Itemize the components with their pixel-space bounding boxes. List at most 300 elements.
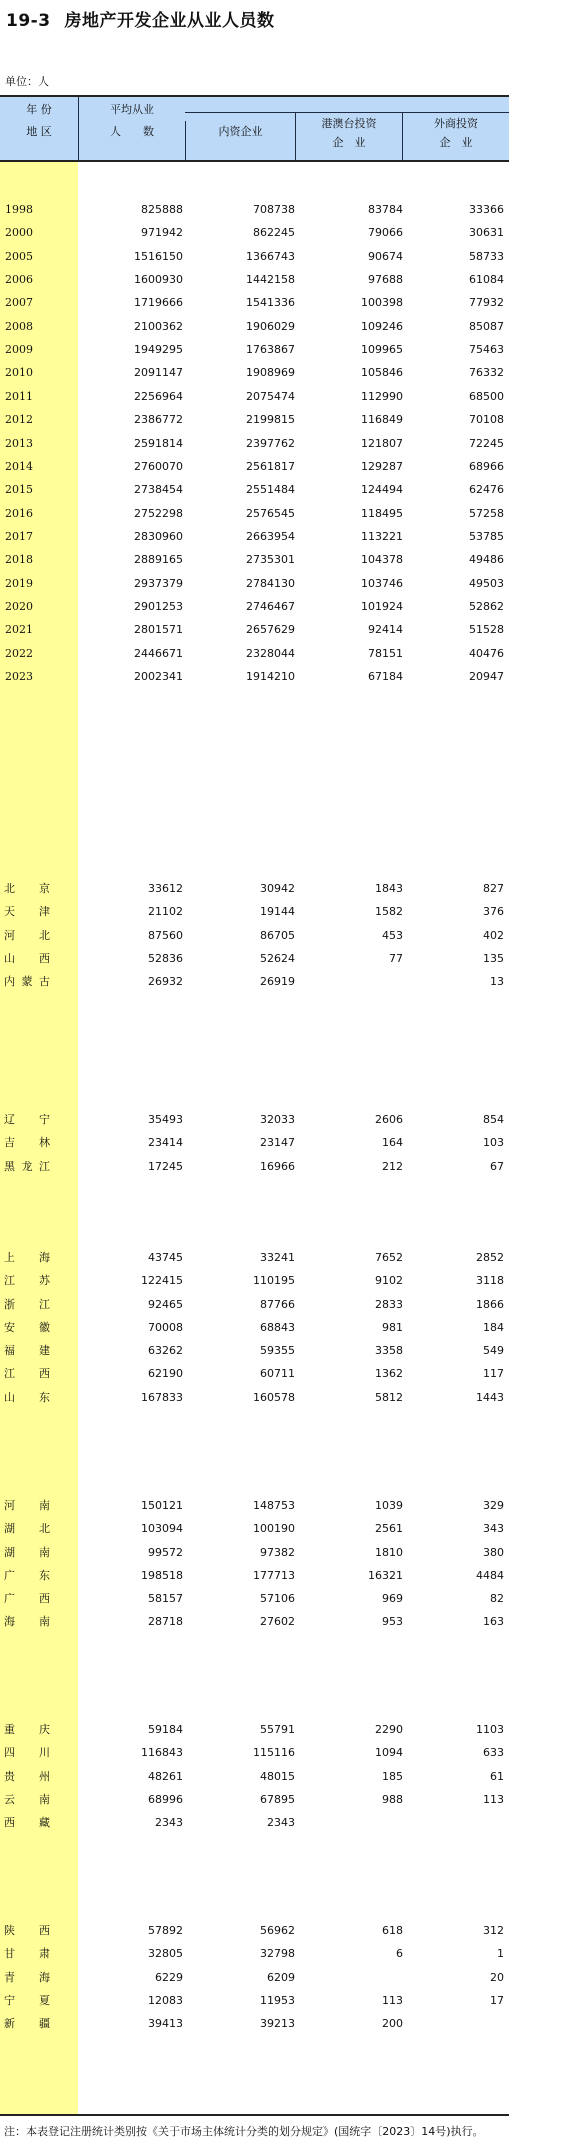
hmt-cell: 1843 bbox=[375, 882, 403, 895]
foreign-cell: 51528 bbox=[469, 623, 504, 636]
year-row bbox=[0, 552, 509, 567]
total-cell: 150121 bbox=[141, 1499, 183, 1512]
total-cell: 2760070 bbox=[134, 460, 183, 473]
header-domestic bbox=[186, 97, 295, 160]
domestic-cell: 177713 bbox=[253, 1569, 295, 1582]
year-row bbox=[0, 576, 509, 591]
header-domestic-label: 内资企业 bbox=[218, 125, 263, 138]
table-bottom-rule bbox=[0, 2114, 509, 2116]
region-row bbox=[0, 1769, 509, 1784]
hmt-cell: 969 bbox=[382, 1592, 403, 1605]
total-cell: 2901253 bbox=[134, 600, 183, 613]
year-label: 2023 bbox=[5, 670, 33, 683]
domestic-cell: 30942 bbox=[260, 882, 295, 895]
hmt-cell: 83784 bbox=[368, 203, 403, 216]
region-label: 青海 bbox=[4, 1971, 50, 1984]
domestic-cell: 1763867 bbox=[246, 343, 295, 356]
year-label: 1998 bbox=[5, 203, 33, 216]
header-total bbox=[79, 97, 185, 160]
total-cell: 2386772 bbox=[134, 413, 183, 426]
header-hmt bbox=[296, 97, 402, 160]
region-label: 新疆 bbox=[4, 2017, 50, 2030]
region-label: 西藏 bbox=[4, 1816, 50, 1829]
hmt-cell: 185 bbox=[382, 1770, 403, 1783]
domestic-cell: 2551484 bbox=[246, 483, 295, 496]
header-divider bbox=[185, 121, 186, 160]
region-label: 陕西 bbox=[4, 1924, 50, 1937]
header-foreign-line1: 外商投资 bbox=[434, 117, 478, 130]
total-cell: 21102 bbox=[148, 905, 183, 918]
domestic-cell: 33241 bbox=[260, 1251, 295, 1264]
year-label: 2006 bbox=[5, 273, 33, 286]
hmt-cell: 129287 bbox=[361, 460, 403, 473]
domestic-cell: 6209 bbox=[267, 1971, 295, 1984]
region-row bbox=[0, 1568, 509, 1583]
domestic-cell: 57106 bbox=[260, 1592, 295, 1605]
foreign-cell: 57258 bbox=[469, 507, 504, 520]
foreign-cell: 13 bbox=[490, 975, 504, 988]
foreign-cell: 61084 bbox=[469, 273, 504, 286]
hmt-cell: 113221 bbox=[361, 530, 403, 543]
region-row bbox=[0, 1545, 509, 1560]
domestic-cell: 39213 bbox=[260, 2017, 295, 2030]
header-year: 年 份 bbox=[26, 103, 52, 116]
domestic-cell: 68843 bbox=[260, 1321, 295, 1334]
footnote: 注：本表登记注册统计类别按《关于市场主体统计分类的划分规定》(国统字〔2023〕14号)执行。 bbox=[4, 2125, 484, 2138]
hmt-cell: 7652 bbox=[375, 1251, 403, 1264]
region-row bbox=[0, 1745, 509, 1760]
hmt-cell: 77 bbox=[389, 952, 403, 965]
foreign-cell: 163 bbox=[483, 1615, 504, 1628]
total-cell: 116843 bbox=[141, 1746, 183, 1759]
header-divider bbox=[402, 113, 403, 160]
region-label: 北京 bbox=[4, 882, 50, 895]
header-total-line2: 人 数 bbox=[110, 125, 154, 138]
hmt-cell: 6 bbox=[396, 1947, 403, 1960]
domestic-cell: 59355 bbox=[260, 1344, 295, 1357]
hmt-cell: 105846 bbox=[361, 366, 403, 379]
total-cell: 39413 bbox=[148, 2017, 183, 2030]
domestic-cell: 1908969 bbox=[246, 366, 295, 379]
year-label: 2008 bbox=[5, 320, 33, 333]
hmt-cell: 164 bbox=[382, 1136, 403, 1149]
region-label: 辽宁 bbox=[4, 1113, 50, 1126]
region-label: 河北 bbox=[4, 929, 50, 942]
foreign-cell: 58733 bbox=[469, 250, 504, 263]
year-row bbox=[0, 365, 509, 380]
foreign-cell: 61 bbox=[490, 1770, 504, 1783]
region-row bbox=[0, 1159, 509, 1174]
foreign-cell: 33366 bbox=[469, 203, 504, 216]
foreign-cell: 1 bbox=[497, 1947, 504, 1960]
header-divider bbox=[78, 97, 79, 160]
region-row bbox=[0, 1970, 509, 1985]
year-row bbox=[0, 202, 509, 217]
header-hmt-line1: 港澳台投资 bbox=[321, 117, 377, 130]
foreign-cell: 380 bbox=[483, 1546, 504, 1559]
hmt-cell: 212 bbox=[382, 1160, 403, 1173]
hmt-cell: 1094 bbox=[375, 1746, 403, 1759]
domestic-cell: 110195 bbox=[253, 1274, 295, 1287]
year-label: 2007 bbox=[5, 296, 33, 309]
year-row bbox=[0, 506, 509, 521]
hmt-cell: 124494 bbox=[361, 483, 403, 496]
region-label: 广西 bbox=[4, 1592, 50, 1605]
total-cell: 12083 bbox=[148, 1994, 183, 2007]
header-year-region bbox=[0, 97, 78, 160]
region-label: 安徽 bbox=[4, 1321, 50, 1334]
total-cell: 28718 bbox=[148, 1615, 183, 1628]
total-cell: 2830960 bbox=[134, 530, 183, 543]
domestic-cell: 27602 bbox=[260, 1615, 295, 1628]
foreign-cell: 20 bbox=[490, 1971, 504, 1984]
foreign-cell: 72245 bbox=[469, 437, 504, 450]
domestic-cell: 2735301 bbox=[246, 553, 295, 566]
header-rule bbox=[185, 112, 509, 113]
total-cell: 70008 bbox=[148, 1321, 183, 1334]
hmt-cell: 953 bbox=[382, 1615, 403, 1628]
hmt-cell: 2606 bbox=[375, 1113, 403, 1126]
total-cell: 1516150 bbox=[134, 250, 183, 263]
foreign-cell: 3118 bbox=[476, 1274, 504, 1287]
region-label: 广东 bbox=[4, 1569, 50, 1582]
total-cell: 68996 bbox=[148, 1793, 183, 1806]
foreign-cell: 70108 bbox=[469, 413, 504, 426]
total-cell: 26932 bbox=[148, 975, 183, 988]
total-cell: 2752298 bbox=[134, 507, 183, 520]
year-row bbox=[0, 669, 509, 684]
domestic-cell: 1541336 bbox=[246, 296, 295, 309]
year-row bbox=[0, 225, 509, 240]
domestic-cell: 708738 bbox=[253, 203, 295, 216]
foreign-cell: 85087 bbox=[469, 320, 504, 333]
table-number: 19-3 bbox=[6, 11, 51, 31]
total-cell: 92465 bbox=[148, 1298, 183, 1311]
foreign-cell: 103 bbox=[483, 1136, 504, 1149]
domestic-cell: 16966 bbox=[260, 1160, 295, 1173]
foreign-cell: 67 bbox=[490, 1160, 504, 1173]
domestic-cell: 2746467 bbox=[246, 600, 295, 613]
foreign-cell: 20947 bbox=[469, 670, 504, 683]
foreign-cell: 1103 bbox=[476, 1723, 504, 1736]
region-row bbox=[0, 1498, 509, 1513]
domestic-cell: 23147 bbox=[260, 1136, 295, 1149]
year-label: 2009 bbox=[5, 343, 33, 356]
foreign-cell: 49486 bbox=[469, 553, 504, 566]
hmt-cell: 121807 bbox=[361, 437, 403, 450]
domestic-cell: 2199815 bbox=[246, 413, 295, 426]
year-row bbox=[0, 272, 509, 287]
hmt-cell: 100398 bbox=[361, 296, 403, 309]
domestic-cell: 2075474 bbox=[246, 390, 295, 403]
year-row bbox=[0, 295, 509, 310]
total-cell: 2937379 bbox=[134, 577, 183, 590]
year-row bbox=[0, 599, 509, 614]
foreign-cell: 113 bbox=[483, 1793, 504, 1806]
hmt-cell: 1582 bbox=[375, 905, 403, 918]
hmt-cell: 618 bbox=[382, 1924, 403, 1937]
region-row bbox=[0, 1614, 509, 1629]
domestic-cell: 148753 bbox=[253, 1499, 295, 1512]
hmt-cell: 1039 bbox=[375, 1499, 403, 1512]
hmt-cell: 109246 bbox=[361, 320, 403, 333]
total-cell: 167833 bbox=[141, 1391, 183, 1404]
domestic-cell: 11953 bbox=[260, 1994, 295, 2007]
year-row bbox=[0, 622, 509, 637]
total-cell: 99572 bbox=[148, 1546, 183, 1559]
total-cell: 122415 bbox=[141, 1274, 183, 1287]
domestic-cell: 67895 bbox=[260, 1793, 295, 1806]
domestic-cell: 1366743 bbox=[246, 250, 295, 263]
year-label: 2013 bbox=[5, 437, 33, 450]
domestic-cell: 32033 bbox=[260, 1113, 295, 1126]
hmt-cell: 2290 bbox=[375, 1723, 403, 1736]
domestic-cell: 1442158 bbox=[246, 273, 295, 286]
total-cell: 2091147 bbox=[134, 366, 183, 379]
table-title: 房地产开发企业从业人员数 bbox=[64, 11, 275, 31]
year-label: 2021 bbox=[5, 623, 33, 636]
total-cell: 23414 bbox=[148, 1136, 183, 1149]
foreign-cell: 76332 bbox=[469, 366, 504, 379]
foreign-cell: 1866 bbox=[476, 1298, 504, 1311]
total-cell: 2801571 bbox=[134, 623, 183, 636]
hmt-cell: 16321 bbox=[368, 1569, 403, 1582]
foreign-cell: 312 bbox=[483, 1924, 504, 1937]
total-cell: 2256964 bbox=[134, 390, 183, 403]
region-label: 甘肃 bbox=[4, 1947, 50, 1960]
total-cell: 52836 bbox=[148, 952, 183, 965]
year-label: 2000 bbox=[5, 226, 33, 239]
foreign-cell: 376 bbox=[483, 905, 504, 918]
region-row bbox=[0, 1366, 509, 1381]
total-cell: 33612 bbox=[148, 882, 183, 895]
domestic-cell: 97382 bbox=[260, 1546, 295, 1559]
year-label: 2018 bbox=[5, 553, 33, 566]
foreign-cell: 135 bbox=[483, 952, 504, 965]
total-cell: 825888 bbox=[141, 203, 183, 216]
domestic-cell: 87766 bbox=[260, 1298, 295, 1311]
total-cell: 62190 bbox=[148, 1367, 183, 1380]
domestic-cell: 86705 bbox=[260, 929, 295, 942]
region-label: 湖北 bbox=[4, 1522, 50, 1535]
region-label: 吉林 bbox=[4, 1136, 50, 1149]
region-label: 四川 bbox=[4, 1746, 50, 1759]
region-label: 上海 bbox=[4, 1251, 50, 1264]
hmt-cell: 79066 bbox=[368, 226, 403, 239]
region-label: 贵州 bbox=[4, 1770, 50, 1783]
table-header bbox=[0, 95, 509, 162]
foreign-cell: 633 bbox=[483, 1746, 504, 1759]
total-cell: 35493 bbox=[148, 1113, 183, 1126]
hmt-cell: 2561 bbox=[375, 1522, 403, 1535]
hmt-cell: 97688 bbox=[368, 273, 403, 286]
total-cell: 2100362 bbox=[134, 320, 183, 333]
domestic-cell: 26919 bbox=[260, 975, 295, 988]
domestic-cell: 55791 bbox=[260, 1723, 295, 1736]
foreign-cell: 77932 bbox=[469, 296, 504, 309]
domestic-cell: 2657629 bbox=[246, 623, 295, 636]
hmt-cell: 2833 bbox=[375, 1298, 403, 1311]
total-cell: 58157 bbox=[148, 1592, 183, 1605]
region-row bbox=[0, 1815, 509, 1830]
year-row bbox=[0, 459, 509, 474]
hmt-cell: 1362 bbox=[375, 1367, 403, 1380]
header-hmt-line2: 企 业 bbox=[332, 136, 366, 149]
region-row bbox=[0, 928, 509, 943]
foreign-cell: 549 bbox=[483, 1344, 504, 1357]
total-cell: 57892 bbox=[148, 1924, 183, 1937]
domestic-cell: 2561817 bbox=[246, 460, 295, 473]
domestic-cell: 60711 bbox=[260, 1367, 295, 1380]
region-label: 云南 bbox=[4, 1793, 50, 1806]
year-row bbox=[0, 482, 509, 497]
foreign-cell: 62476 bbox=[469, 483, 504, 496]
domestic-cell: 1906029 bbox=[246, 320, 295, 333]
region-label: 河南 bbox=[4, 1499, 50, 1512]
domestic-cell: 19144 bbox=[260, 905, 295, 918]
total-cell: 1949295 bbox=[134, 343, 183, 356]
year-row bbox=[0, 342, 509, 357]
total-cell: 87560 bbox=[148, 929, 183, 942]
domestic-cell: 2397762 bbox=[246, 437, 295, 450]
domestic-cell: 862245 bbox=[253, 226, 295, 239]
total-cell: 17245 bbox=[148, 1160, 183, 1173]
region-row bbox=[0, 1792, 509, 1807]
total-cell: 32805 bbox=[148, 1947, 183, 1960]
total-cell: 2591814 bbox=[134, 437, 183, 450]
header-foreign bbox=[403, 97, 509, 160]
region-row bbox=[0, 1297, 509, 1312]
year-label: 2020 bbox=[5, 600, 33, 613]
domestic-cell: 52624 bbox=[260, 952, 295, 965]
region-label: 江苏 bbox=[4, 1274, 50, 1287]
region-label: 内蒙古 bbox=[4, 975, 50, 988]
header-region: 地 区 bbox=[26, 125, 52, 138]
hmt-cell: 112990 bbox=[361, 390, 403, 403]
year-label: 2014 bbox=[5, 460, 33, 473]
total-cell: 103094 bbox=[141, 1522, 183, 1535]
region-label: 江西 bbox=[4, 1367, 50, 1380]
year-label: 2011 bbox=[5, 390, 33, 403]
domestic-cell: 115116 bbox=[253, 1746, 295, 1759]
hmt-cell: 78151 bbox=[368, 647, 403, 660]
total-cell: 63262 bbox=[148, 1344, 183, 1357]
year-row bbox=[0, 389, 509, 404]
foreign-cell: 184 bbox=[483, 1321, 504, 1334]
region-row bbox=[0, 2016, 509, 2031]
hmt-cell: 981 bbox=[382, 1321, 403, 1334]
hmt-cell: 3358 bbox=[375, 1344, 403, 1357]
foreign-cell: 854 bbox=[483, 1113, 504, 1126]
year-label: 2015 bbox=[5, 483, 33, 496]
page-title bbox=[6, 6, 275, 31]
region-row bbox=[0, 1591, 509, 1606]
region-row bbox=[0, 1722, 509, 1737]
foreign-cell: 827 bbox=[483, 882, 504, 895]
total-cell: 2446671 bbox=[134, 647, 183, 660]
region-label: 福建 bbox=[4, 1344, 50, 1357]
hmt-cell: 5812 bbox=[375, 1391, 403, 1404]
hmt-cell: 103746 bbox=[361, 577, 403, 590]
foreign-cell: 1443 bbox=[476, 1391, 504, 1404]
year-label: 2017 bbox=[5, 530, 33, 543]
domestic-cell: 48015 bbox=[260, 1770, 295, 1783]
foreign-cell: 343 bbox=[483, 1522, 504, 1535]
region-row bbox=[0, 1993, 509, 2008]
year-row bbox=[0, 436, 509, 451]
region-row bbox=[0, 951, 509, 966]
total-cell: 2738454 bbox=[134, 483, 183, 496]
total-cell: 971942 bbox=[141, 226, 183, 239]
foreign-cell: 402 bbox=[483, 929, 504, 942]
year-label: 2022 bbox=[5, 647, 33, 660]
region-row bbox=[0, 974, 509, 989]
region-row bbox=[0, 1923, 509, 1938]
unit-label: 单位：人 bbox=[5, 75, 49, 88]
region-label: 天津 bbox=[4, 905, 50, 918]
region-row bbox=[0, 1273, 509, 1288]
total-cell: 2002341 bbox=[134, 670, 183, 683]
total-cell: 1719666 bbox=[134, 296, 183, 309]
total-cell: 6229 bbox=[155, 1971, 183, 1984]
region-label: 海南 bbox=[4, 1615, 50, 1628]
domestic-cell: 2576545 bbox=[246, 507, 295, 520]
region-row bbox=[0, 1320, 509, 1335]
region-label: 宁夏 bbox=[4, 1994, 50, 2007]
year-row bbox=[0, 249, 509, 264]
year-row bbox=[0, 646, 509, 661]
foreign-cell: 52862 bbox=[469, 600, 504, 613]
hmt-cell: 101924 bbox=[361, 600, 403, 613]
foreign-cell: 68966 bbox=[469, 460, 504, 473]
hmt-cell: 90674 bbox=[368, 250, 403, 263]
year-row bbox=[0, 319, 509, 334]
foreign-cell: 53785 bbox=[469, 530, 504, 543]
total-cell: 2889165 bbox=[134, 553, 183, 566]
region-label: 山东 bbox=[4, 1391, 50, 1404]
year-label: 2019 bbox=[5, 577, 33, 590]
foreign-cell: 82 bbox=[490, 1592, 504, 1605]
region-row bbox=[0, 881, 509, 896]
region-label: 山西 bbox=[4, 952, 50, 965]
region-row bbox=[0, 1112, 509, 1127]
region-label: 重庆 bbox=[4, 1723, 50, 1736]
total-cell: 198518 bbox=[141, 1569, 183, 1582]
total-cell: 2343 bbox=[155, 1816, 183, 1829]
region-row bbox=[0, 1135, 509, 1150]
domestic-cell: 2328044 bbox=[246, 647, 295, 660]
year-row bbox=[0, 529, 509, 544]
hmt-cell: 9102 bbox=[375, 1274, 403, 1287]
region-row bbox=[0, 1390, 509, 1405]
foreign-cell: 68500 bbox=[469, 390, 504, 403]
domestic-cell: 56962 bbox=[260, 1924, 295, 1937]
year-label: 2005 bbox=[5, 250, 33, 263]
domestic-cell: 2663954 bbox=[246, 530, 295, 543]
domestic-cell: 1914210 bbox=[246, 670, 295, 683]
foreign-cell: 2852 bbox=[476, 1251, 504, 1264]
region-row bbox=[0, 904, 509, 919]
foreign-cell: 40476 bbox=[469, 647, 504, 660]
year-label: 2012 bbox=[5, 413, 33, 426]
total-cell: 1600930 bbox=[134, 273, 183, 286]
hmt-cell: 67184 bbox=[368, 670, 403, 683]
region-label: 黑龙江 bbox=[4, 1160, 50, 1173]
total-cell: 48261 bbox=[148, 1770, 183, 1783]
foreign-cell: 30631 bbox=[469, 226, 504, 239]
foreign-cell: 17 bbox=[490, 1994, 504, 2007]
hmt-cell: 453 bbox=[382, 929, 403, 942]
